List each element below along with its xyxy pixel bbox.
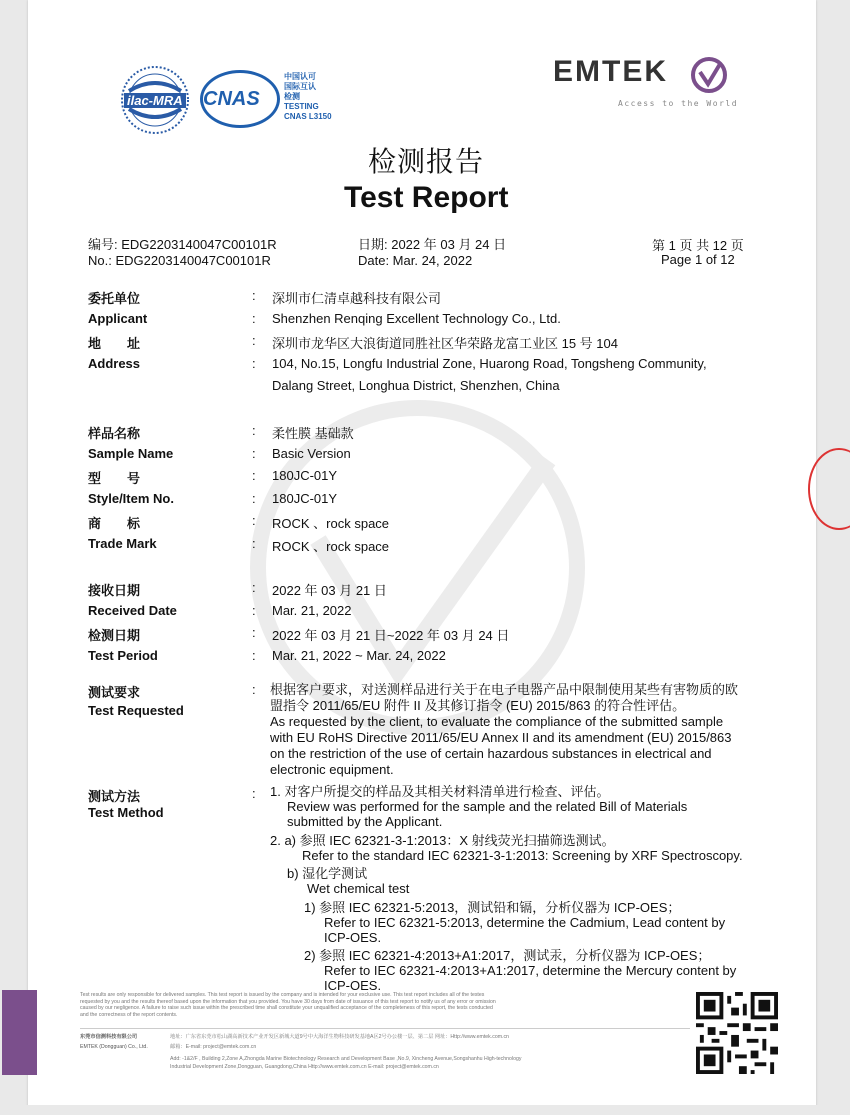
- method-item2a-cn: 2. a) 参照 IEC 62321-3-1:2013：X 射线荧光扫描筛选测试。: [270, 833, 615, 848]
- report-no-en: No.: EDG2203140047C00101R: [88, 253, 271, 268]
- field-colon: :: [252, 625, 256, 640]
- field-label: 样品名称: [88, 426, 141, 441]
- method-sub2-cn: 2) 参照 IEC 62321-4:2013+A1:2017，测试汞，分析仪器为 ICP-OES；: [304, 948, 711, 963]
- field-value: ROCK 、rock space: [272, 516, 390, 531]
- field-label: Test Period: [88, 648, 158, 663]
- method-sub2-en1: Refer to IEC 62321-4:2013+A1:2017, determine the Mercury content by: [324, 963, 737, 978]
- method-label-en: Test Method: [88, 805, 164, 820]
- disclaimer-line: caused by our negligence. A failure to raise such issue within the prescribed time shall constitute your unqualified acceptance of the completeness of this report, the tests conducted: [80, 1005, 493, 1011]
- field-colon: :: [252, 311, 256, 326]
- field-colon: :: [252, 423, 256, 438]
- report-no-cn: 编号: EDG2203140047C00101R: [88, 237, 277, 252]
- field-value: 104, No.15, Longfu Industrial Zone, Huarong Road, Tongsheng Community,: [272, 356, 707, 371]
- field-label: Style/Item No.: [88, 491, 174, 506]
- cnas-code: CNAS L3150: [284, 112, 332, 121]
- field-value: 2022 年 03 月 21 日~2022 年 03 月 24 日: [272, 628, 510, 643]
- cnas-logo-text: CNAS: [203, 88, 260, 110]
- field-label: Sample Name: [88, 446, 174, 461]
- cnas-cn-1: 中国认可: [284, 72, 316, 81]
- field-value: 深圳市仁清卓越科技有限公司: [272, 291, 442, 306]
- method-sub1-en1: Refer to IEC 62321-5:2013, determine the Cadmium, Lead content by: [324, 915, 726, 930]
- field-value: Mar. 21, 2022 ~ Mar. 24, 2022: [272, 648, 446, 663]
- field-label: Trade Mark: [88, 536, 157, 551]
- field-value: 2022 年 03 月 21 日: [272, 583, 387, 598]
- requested-line: electronic equipment.: [270, 762, 394, 777]
- report-date-cn: 日期: 2022 年 03 月 24 日: [358, 237, 507, 252]
- field-label: 检测日期: [88, 628, 141, 643]
- requested-line: As requested by the client, to evaluate the compliance of the submitted sample: [270, 714, 724, 729]
- field-value: Basic Version: [272, 446, 351, 461]
- field-colon: :: [252, 513, 256, 528]
- field-colon: :: [252, 648, 256, 663]
- field-colon: :: [252, 603, 256, 618]
- requested-label-cn: 测试要求: [88, 685, 141, 700]
- field-value: 深圳市龙华区大浪街道同胜社区华荣路龙富工业区 15 号 104: [272, 336, 618, 351]
- field-colon: :: [252, 446, 256, 461]
- bottom-gray-bar: [0, 1105, 850, 1115]
- method-item1-en2: submitted by the Applicant.: [287, 814, 443, 829]
- field-colon: :: [252, 288, 256, 303]
- requested-label-en: Test Requested: [88, 703, 184, 718]
- ilac-label: ilac-MRA: [124, 93, 186, 108]
- requested-line: on the restriction of the use of certain hazardous substances in electrical and: [270, 746, 712, 761]
- title-en: Test Report: [344, 181, 509, 214]
- field-label: 地 址: [88, 336, 141, 351]
- method-sub1-cn: 1) 参照 IEC 62321-5:2013，测试铅和镉，分析仪器为 ICP-OES；: [304, 900, 681, 915]
- requested-line: 根据客户要求，对送测样品进行关于在电子电器产品中限制使用某些有害物质的欧: [270, 682, 739, 697]
- method-item1-cn: 1. 对客户所提交的样品及其相关材料清单进行检查、评估。: [270, 784, 610, 799]
- emtek-logo: EMTEK: [553, 55, 668, 88]
- emtek-check-icon: [690, 56, 728, 94]
- footer-company-en: EMTEK (Dongguan) Co., Ltd.: [80, 1044, 148, 1050]
- requested-line: with EU RoHS Directive 2011/65/EU Annex II and its amendment (EU) 2015/863: [270, 730, 732, 745]
- requested-colon: :: [252, 682, 256, 697]
- cnas-testing: TESTING: [284, 102, 319, 111]
- method-colon: :: [252, 786, 256, 801]
- footer-disclaimer: [80, 992, 690, 1018]
- method-sub1-en2: ICP-OES.: [324, 930, 382, 945]
- cnas-cn-3: 检测: [284, 92, 300, 101]
- cnas-cn-2: 国际互认: [284, 82, 316, 91]
- field-value: 180JC-01Y: [272, 491, 338, 506]
- footer-email: 邮箱：E-mail: project@emtek.com.cn: [170, 1044, 257, 1050]
- cnas-side-text: [284, 72, 332, 122]
- watermark-check-icon: [278, 420, 578, 720]
- report-page: [28, 0, 816, 1110]
- field-value: 柔性膜 基础款: [272, 426, 354, 441]
- method-item1-en1: Review was performed for the sample and the related Bill of Materials: [287, 799, 688, 814]
- disclaimer-line: and the correctness of the report contents.: [80, 1011, 178, 1018]
- method-item2b-en: Wet chemical test: [307, 881, 410, 896]
- field-colon: :: [252, 468, 256, 483]
- field-colon: :: [252, 356, 256, 371]
- method-item2b-cn: b) 湿化学测试: [287, 866, 368, 881]
- disclaimer-line: Test results are only responsible for delivered samples. This test report is issued by the company and is intended for your exclusive use. This test report includes all of the testes: [80, 992, 485, 998]
- purple-side-bar: [2, 990, 37, 1075]
- field-value: ROCK 、rock space: [272, 539, 390, 554]
- footer-divider: [80, 1028, 690, 1029]
- title-cn: 检测报告: [368, 145, 485, 178]
- page-number-en: Page 1 of 12: [661, 252, 735, 267]
- footer-company-cn: 东莞市信测科技有限公司: [80, 1034, 138, 1040]
- field-label: Applicant: [88, 311, 148, 326]
- field-value: 180JC-01Y: [272, 468, 338, 483]
- footer-address-en2: Industrial Development Zone,Dongguan, Guangdong,China Http://www.emtek.com.cn E-mail: project@emtek.com.cn: [170, 1064, 439, 1070]
- disclaimer-line: requested by you and the results thereof based upon the information that you provided. You have 30 days from date of issuance of this test report to notify us of any error or omission: [80, 998, 496, 1005]
- field-label: 商 标: [88, 516, 141, 531]
- method-item2a-en: Refer to the standard IEC 62321-3-1:2013: Screening by XRF Spectroscopy.: [302, 848, 743, 863]
- qr-code: [696, 992, 778, 1074]
- field-value: Shenzhen Renqing Excellent Technology Co., Ltd.: [272, 311, 561, 326]
- field-label: 接收日期: [88, 583, 141, 598]
- field-label: Received Date: [88, 603, 177, 618]
- field-colon: :: [252, 580, 256, 595]
- field-label: 型 号: [88, 471, 141, 486]
- page-number-cn: 第 1 页 共 12 页: [652, 238, 744, 253]
- field-value: Mar. 21, 2022: [272, 603, 352, 618]
- field-colon: :: [252, 333, 256, 348]
- field-value: Dalang Street, Longhua District, Shenzhen, China: [272, 378, 560, 393]
- emtek-tagline: Access to the World: [618, 99, 739, 108]
- report-date-en: Date: Mar. 24, 2022: [358, 253, 473, 268]
- requested-line: 盟指令 2011/65/EU 附件 II 及其修订指令 (EU) 2015/863 的符合性评估。: [270, 698, 686, 713]
- field-colon: :: [252, 536, 256, 551]
- field-label: Address: [88, 356, 141, 371]
- footer-address-cn: 地址：广东省东莞市松山湖高新技术产业开发区新城大道9号中大海洋生物科技研发基地A区2号办公楼一层、第二层 网址：Http://www.emtek.com.cn: [170, 1034, 509, 1040]
- field-colon: :: [252, 491, 256, 506]
- method-label-cn: 测试方法: [88, 789, 141, 804]
- requested-text: [270, 682, 770, 778]
- method-sub2-en2: ICP-OES.: [324, 978, 382, 993]
- footer-address-en1: Add: -1&2/F , Building 2,Zone A,Zhongda Marine Biotechnology Research and Development Base ,No.9, Xincheng Avenue,Songshanhu High-technology: [170, 1056, 522, 1062]
- field-label: 委托单位: [88, 291, 141, 306]
